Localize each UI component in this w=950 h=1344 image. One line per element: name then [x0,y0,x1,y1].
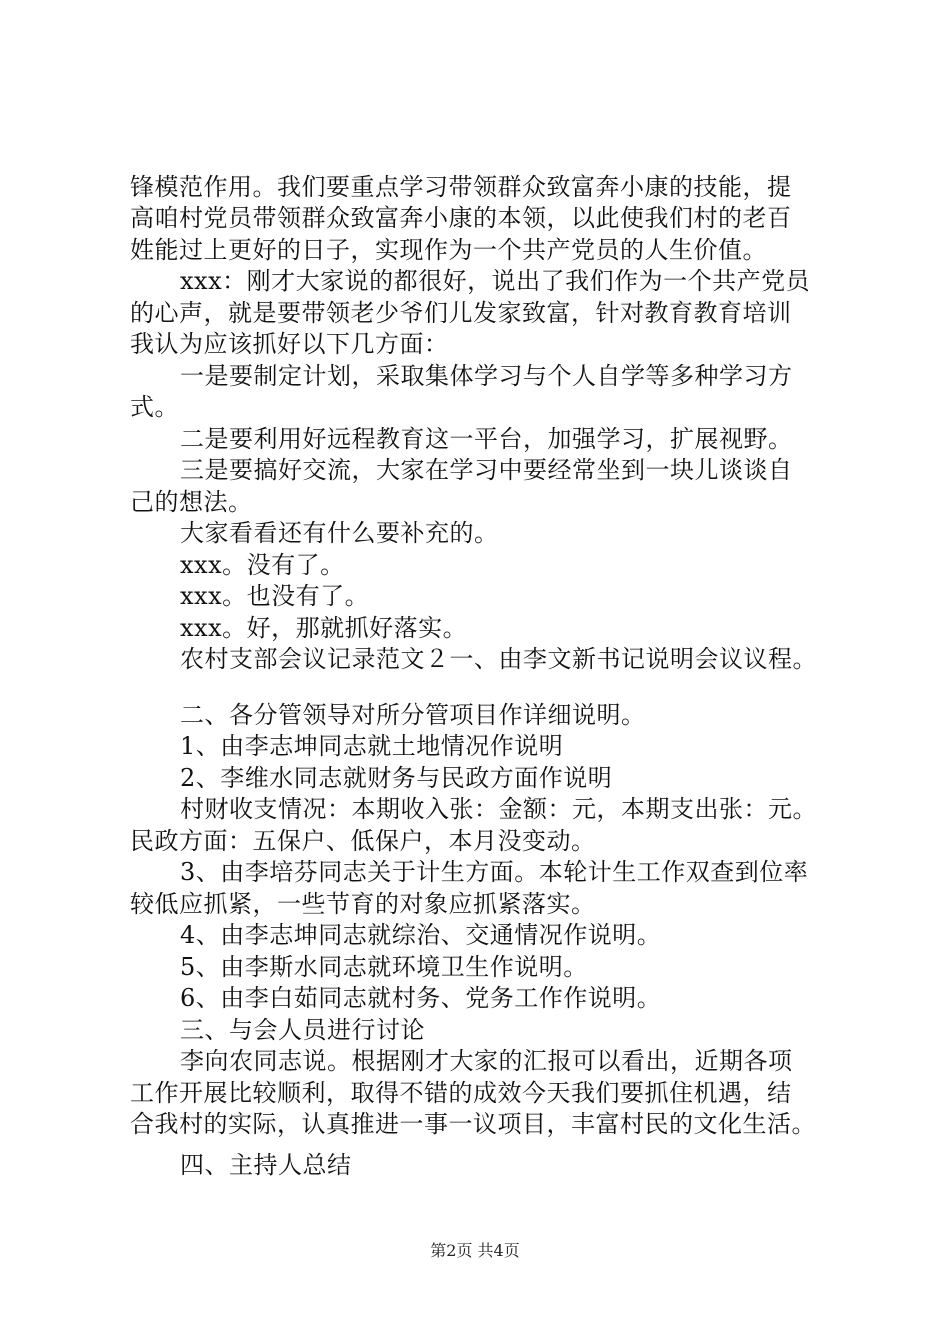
paragraph-line: 村财收支情况：本期收入张：金额：元，本期支出张：元。 [180,795,817,823]
paragraph-line: 2、李维水同志就财务与民政方面作说明 [180,764,613,792]
paragraph-line: 二是要利用好远程教育这一平台，加强学习，扩展视野。 [180,425,793,453]
paragraph-line: 农村支部会议记录范文２一、由李文新书记说明会议议程。 [180,645,817,673]
paragraph-line: 的心声，就是要带领老少爷们儿发家致富，针对教育教育培训 [130,299,792,327]
section-heading: 三、与会人员进行讨论 [180,1016,425,1044]
paragraph-line: xxx。也没有了。 [180,582,370,610]
paragraph-line: 3、由李培芬同志关于计生方面。本轮计生工作双查到位率 [180,858,809,886]
paragraph-line: xxx。没有了。 [180,551,345,579]
section-heading: 四、主持人总结 [180,1151,352,1179]
paragraph-line: 三是要搞好交流，大家在学习中要经常坐到一块儿谈谈自 [180,456,793,484]
paragraph-line: 6、由李白茹同志就村务、党务工作作说明。 [180,984,662,1012]
paragraph-line: 工作开展比较顺利，取得不错的成效今天我们要抓住机遇，结 [130,1079,792,1107]
paragraph-line: xxx：刚才大家说的都很好，说出了我们作为一个共产党员 [180,267,811,295]
paragraph-line: 己的想法。 [130,488,253,516]
paragraph-line: 合我村的实际，认真推进一事一议项目，丰富村民的文化生活。 [130,1110,816,1138]
paragraph-line: 较低应抓紧，一些节育的对象应抓紧落实。 [130,890,596,918]
paragraph-line: 1、由李志坤同志就土地情况作说明 [180,732,564,760]
paragraph-line: 民政方面：五保户、低保户，本月没变动。 [130,827,596,855]
paragraph-line: 大家看看还有什么要补充的。 [180,519,499,547]
paragraph-line: 姓能过上更好的日子，实现作为一个共产党员的人生价值。 [130,236,767,264]
section-heading: 二、各分管领导对所分管项目作详细说明。 [180,701,646,729]
paragraph-line: 式。 [130,393,179,421]
paragraph-line: 我认为应该抓好以下几方面： [130,330,449,358]
paragraph-line: 李向农同志说。根据刚才大家的汇报可以看出，近期各项 [180,1047,793,1075]
paragraph-line: 4、由李志坤同志就综治、交通情况作说明。 [180,921,662,949]
paragraph-line: 一是要制定计划，采取集体学习与个人自学等多种学习方 [180,362,793,390]
paragraph-line: 锋模范作用。我们要重点学习带领群众致富奔小康的技能，提 [130,173,792,201]
paragraph-line: xxx。好，那就抓好落实。 [180,614,468,642]
paragraph-line: 5、由李斯水同志就环境卫生作说明。 [180,953,588,981]
page-footer: 第2页 共4页 [430,1241,520,1260]
paragraph-line: 高咱村党员带领群众致富奔小康的本领，以此使我们村的老百 [130,204,792,232]
